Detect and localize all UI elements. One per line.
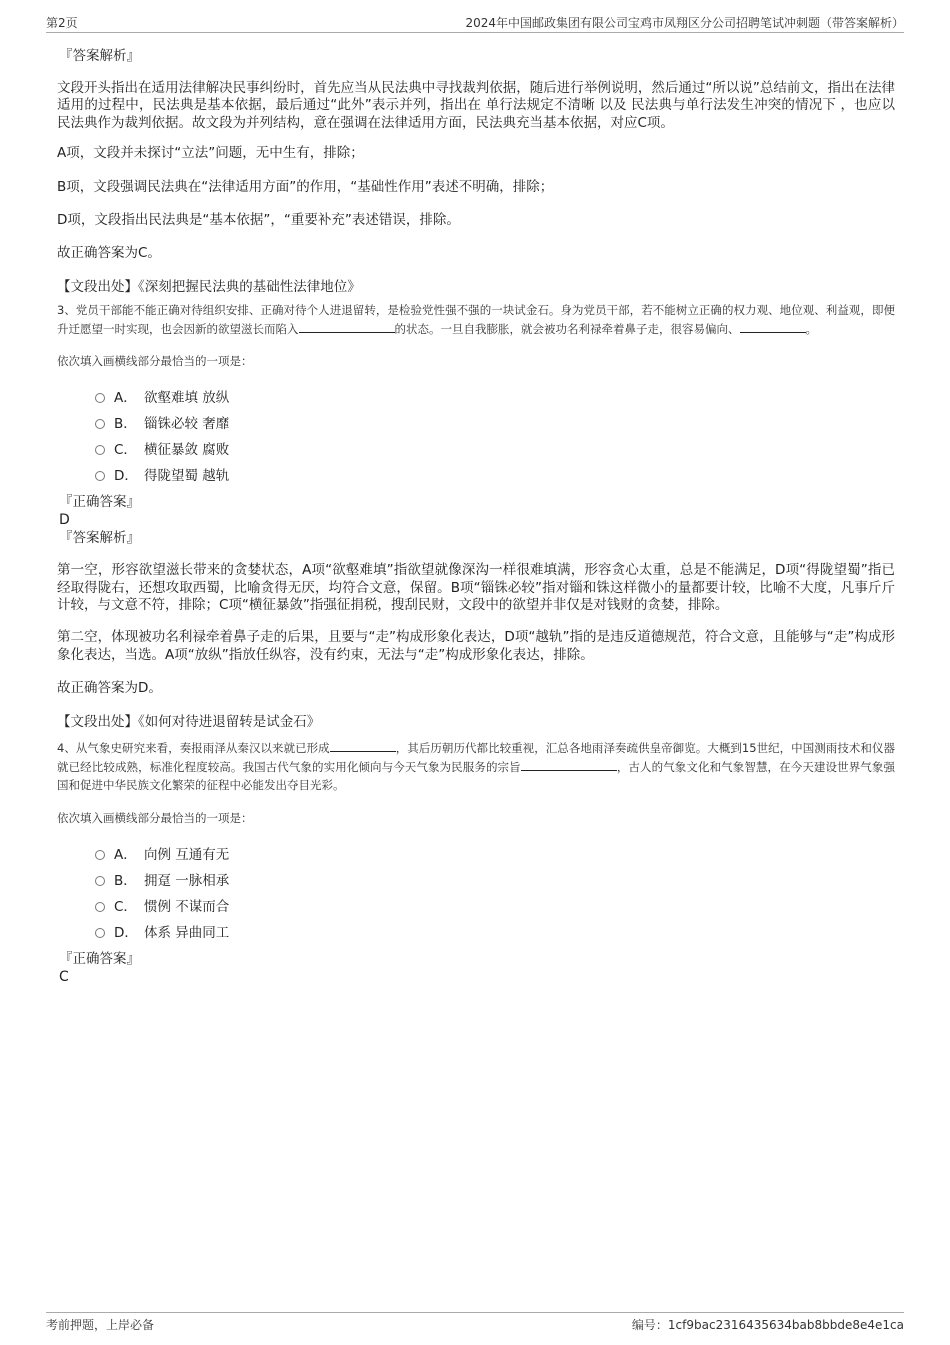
analysis-paragraph: 第二空，体现被功名利禄牵着鼻子走的后果，且要与“走”构成形象化表达，D项“越轨”指的是违反道德规范，符合文意，且能够与“走”构成形象化表达，当选。A项“放纵”指放任纵容，没有约束，无法与“走”构成形象化表达，排除。 bbox=[57, 629, 895, 663]
analysis-paragraph: 文段开头指出在适用法律解决民事纠纷时，首先应当从民法典中寻找裁判依据，随后进行举例说明，然后通过“所以说”总结前文，指出在法律适用的过程中，民法典是基本依据，最后通过“此外”表示并列，指出在 单行法规定不清晰 以及 民法典与单行法发生冲突的情况下 ，也应以民法典作为裁判依据。故文段为并列结构，意在强调在法律适用方面，民法典充当基本依据，对应C项。 bbox=[57, 80, 895, 131]
conclusion: 故正确答案为D。 bbox=[57, 680, 162, 697]
options-list bbox=[95, 840, 895, 944]
question-text: 4、从气象史研究来看，奏报雨泽从秦汉以来就已形成 bbox=[57, 741, 330, 756]
question-3 bbox=[57, 301, 895, 338]
correct-answer: D bbox=[59, 512, 70, 529]
option-a[interactable]: A． 向例 互通有无 bbox=[95, 840, 895, 866]
answer-blank bbox=[330, 739, 396, 752]
analysis-paragraph: B项，文段强调民法典在“法律适用方面”的作用，“基础性作用”表述不明确，排除； bbox=[57, 178, 554, 195]
footer-slogan: 考前押题，上岸必备 bbox=[46, 1318, 155, 1332]
question-4 bbox=[57, 739, 895, 795]
question-text: 。 bbox=[805, 321, 817, 336]
question-text: ，其后历朝历代都比较重视，汇总各地雨泽奏疏供皇帝御览。大概到15世纪，中国测雨技术和仪器就已经比较成熟，标准化程度较高。我国古代气象的实用化倾向与今天气象为民服务的宗旨 bbox=[57, 741, 895, 774]
page-content bbox=[57, 47, 895, 986]
analysis-label: 『答案解析』 bbox=[59, 48, 140, 64]
answer-blank bbox=[740, 320, 806, 333]
page-header bbox=[46, 12, 904, 33]
radio-icon[interactable] bbox=[95, 445, 105, 455]
page-footer bbox=[46, 1312, 904, 1337]
question-text: 的状态。一旦自我膨胀，就会被功名利禄牵着鼻子走，很容易偏向、 bbox=[394, 321, 740, 336]
radio-icon[interactable] bbox=[95, 928, 105, 938]
option-a[interactable]: A． 欲壑难填 放纵 bbox=[95, 383, 895, 409]
radio-icon[interactable] bbox=[95, 850, 105, 860]
source-citation: 【文段出处】《深刻把握民法典的基础性法律地位》 bbox=[57, 278, 361, 295]
correct-answer: C bbox=[59, 968, 69, 985]
option-b[interactable]: B． 锱铢必较 奢靡 bbox=[95, 409, 895, 435]
correct-answer-label: 『正确答案』 bbox=[59, 950, 140, 967]
radio-icon[interactable] bbox=[95, 393, 105, 403]
answer-blank bbox=[521, 758, 617, 771]
document-id: 编号：1cf9bac2316435634bab8bbde8e4e1ca bbox=[631, 1318, 904, 1332]
radio-icon[interactable] bbox=[95, 876, 105, 886]
question-prompt: 依次填入画横线部分最恰当的一项是： bbox=[57, 810, 253, 825]
radio-icon[interactable] bbox=[95, 419, 105, 429]
analysis-label: 『答案解析』 bbox=[59, 530, 140, 547]
radio-icon[interactable] bbox=[95, 902, 105, 912]
question-text: ，古人的气象文化和气象智慧，在今天建设世界气象强国和促进中华民族文化繁荣的征程中必能发出夺目光彩。 bbox=[57, 759, 895, 793]
analysis-paragraph: 第一空，形容欲望滋长带来的贪婪状态，A项“欲壑难填”指欲望就像深沟一样很难填满，形容贪心太重，总是不能满足，D项“得陇望蜀”指已经取得陇右，还想攻取西蜀，比喻贪得无厌，均符合文意，保留。B项“锱铢必较”指对锱和铢这样微小的量都要计较，比喻不大度，凡事斤斤计较，与文意不符，排除；C项“横征暴敛”指强征捐税，搜刮民财，文段中的欲望并非仅是对钱财的贪婪，排除。 bbox=[57, 562, 895, 614]
correct-answer-label: 『正确答案』 bbox=[59, 494, 140, 511]
option-d[interactable]: D． 体系 异曲同工 bbox=[95, 918, 895, 944]
analysis-paragraph: A项，文段并未探讨“立法”问题，无中生有，排除； bbox=[57, 145, 364, 162]
option-b[interactable]: B． 拥趸 一脉相承 bbox=[95, 866, 895, 892]
question-text: 3、党员干部能不能正确对待组织安排、正确对待个人进退留转，是检验党性强不强的一块试金石。身为党员干部，若不能树立正确的权力观、地位观、利益观，即便升迁愿望一时实现，也会因新的欲望滋长而陷入 bbox=[57, 303, 895, 336]
option-c[interactable]: C． 横征暴敛 腐败 bbox=[95, 435, 895, 461]
options-list bbox=[95, 383, 895, 487]
question-prompt: 依次填入画横线部分最恰当的一项是： bbox=[57, 354, 253, 369]
answer-blank bbox=[299, 320, 395, 333]
page-number: 第2页 bbox=[46, 16, 78, 30]
option-c[interactable]: C． 惯例 不谋而合 bbox=[95, 892, 895, 918]
analysis-paragraph: D项，文段指出民法典是“基本依据”，“重要补充”表述错误，排除。 bbox=[57, 212, 460, 229]
document-title: 2024年中国邮政集团有限公司宝鸡市凤翔区分公司招聘笔试冲刺题（带答案解析） bbox=[465, 16, 904, 30]
option-d[interactable]: D． 得陇望蜀 越轨 bbox=[95, 461, 895, 487]
conclusion: 故正确答案为C。 bbox=[57, 245, 161, 262]
source-citation: 【文段出处】《如何对待进退留转是试金石》 bbox=[57, 713, 321, 730]
radio-icon[interactable] bbox=[95, 471, 105, 481]
